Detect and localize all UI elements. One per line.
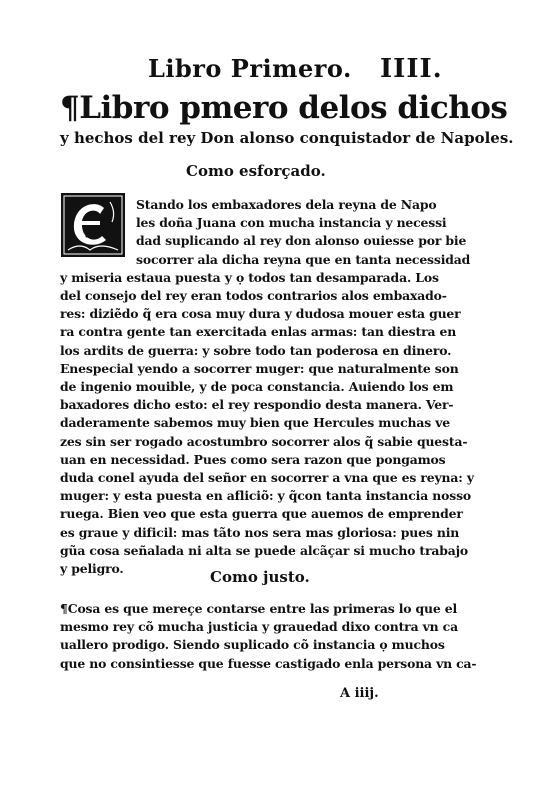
text-line: Enespecial yendo a socorrer muger: que naturalmente son bbox=[60, 360, 459, 376]
running-head-title: Libro Primero. bbox=[148, 54, 352, 83]
text-line bbox=[60, 600, 492, 618]
text-line: socorrer ala dicha reyna que en tanta necessidad bbox=[136, 251, 471, 267]
signature-mark: A iiij. bbox=[340, 686, 379, 701]
chapter-title bbox=[60, 90, 514, 148]
section-heading-esforzado: Como esforçado. bbox=[186, 162, 326, 180]
folio-number: IIII. bbox=[380, 54, 443, 84]
section-heading-justo: Como justo. bbox=[210, 568, 310, 586]
text-line: los ardits de guerra: y sobre todo tan poderosa en dinero. bbox=[60, 342, 452, 358]
chapter-title-line-1 bbox=[60, 90, 508, 126]
text-line: daderamente sabemos muy bien que Hercules muchas ve bbox=[60, 415, 450, 431]
text-line: del consejo del rey eran todos contrarios alos embaxado- bbox=[60, 288, 447, 304]
text-line: mesmo rey cõ mucha justicia y grauedad dixo contra vn ca bbox=[60, 619, 458, 635]
text-line: dad suplicando al rey don alonso ouiesse por bie bbox=[136, 233, 467, 249]
text-line: muger: y esta puesta en afliciõ: y q̃con tanta instancia nosso bbox=[60, 488, 472, 504]
chapter-title-text-1: Libro pmero delos dichos bbox=[79, 90, 508, 126]
paragraph-mark-icon: ¶ bbox=[60, 90, 80, 126]
running-head bbox=[0, 54, 535, 90]
text-line: gũa cosa señalada ni alta se puede alcãçar si mucho trabajo bbox=[60, 542, 469, 558]
text-line: duda conel ayuda del señor en socorrer a vna que es reyna: y bbox=[60, 470, 474, 486]
text-line: que no consintiesse que fuesse castigado enla persona vn ca- bbox=[60, 655, 477, 671]
text-line: uan en necessidad. Pues como sera razon que pongamos bbox=[60, 451, 446, 467]
text-line: zes sin ser rogado acostumbro socorrer alos q̃ sabie questa- bbox=[60, 433, 468, 449]
text-line: y miseria estaua puesta y ọ todos tan desamparada. Los bbox=[60, 269, 439, 285]
text-line: Stando los embaxadores dela reyna de Napo bbox=[136, 197, 437, 212]
text-line: les doña Juana con mucha instancia y necessi bbox=[136, 215, 447, 231]
text-line: res: diziẽdo q̃ era cosa muy dura y dudosa mouer esta guer bbox=[60, 306, 461, 322]
text-line: de ingenio mouible, y de poca constancia. Auiendo los em bbox=[60, 379, 454, 395]
text-line: y peligro. bbox=[60, 561, 124, 577]
text-line: es graue y dificil: mas tãto nos sera mas gloriosa: pues nin bbox=[60, 524, 460, 540]
paragraph-justo bbox=[60, 600, 492, 673]
text-line: ra contra gente tan exercitada enlas armas: tan diestra en bbox=[60, 324, 457, 340]
text-line-content: Cosa es que mereçe contarse entre las primeras lo que el bbox=[67, 601, 458, 616]
text-line: baxadores dicho esto: el rey respondio desta manera. Ver- bbox=[60, 397, 454, 413]
text-line: ruega. Bien veo que esta guerra que auemos de emprender bbox=[60, 506, 463, 522]
paragraph-mark-icon: ¶ bbox=[60, 601, 68, 616]
chapter-title-line-2: y hechos del rey Don alonso conquistador de Napoles. bbox=[60, 129, 514, 147]
paragraph-esforzado bbox=[60, 196, 492, 578]
text-line: uallero prodigo. Siendo suplicado cõ instancia ọ muchos bbox=[60, 637, 445, 653]
